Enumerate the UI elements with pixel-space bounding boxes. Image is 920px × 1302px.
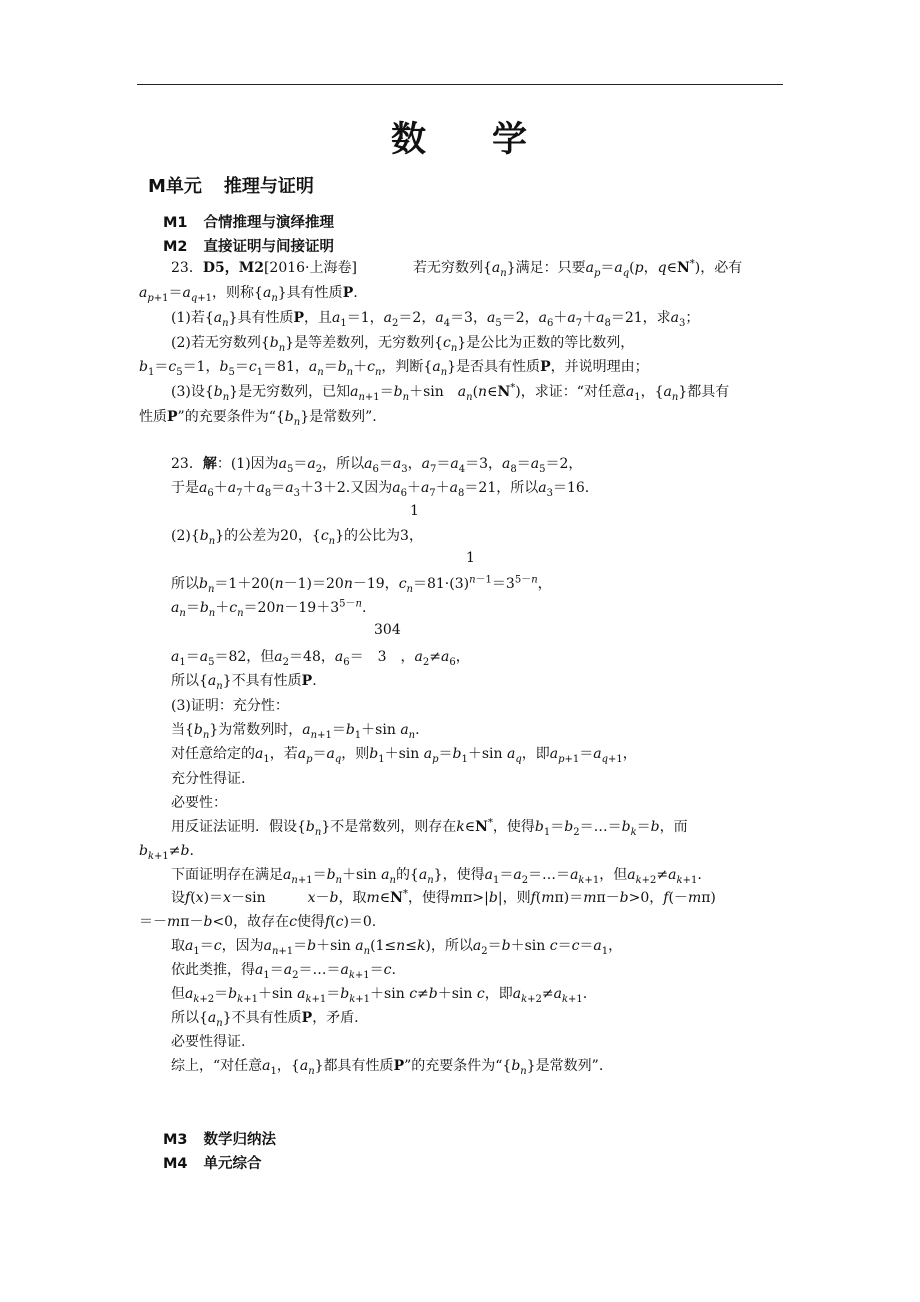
fraction-numerator: 304: [374, 622, 401, 638]
problem-line-2: $a_{p+1}=a_{q+1}$，则称$\{a_n\}$具有性质P.: [139, 285, 358, 304]
solution-line: $(2)\{b_n\}$的公差为20，$\{c_n\}$的公比为3，: [171, 528, 423, 547]
section-name: 单元综合: [203, 1156, 262, 1172]
solution-line: 必要性得证.: [171, 1034, 246, 1050]
solution-line: (3)证明：充分性：: [171, 698, 289, 714]
solution-line: 所以$\{a_n\}$不具有性质P.: [171, 673, 317, 692]
problem-part-2b: $b_1=c_5=1$，$b_5=c_1=81$，$a_n=b_n+c_n$，判断$\{a_n\}$是否具有性质P，并说明理由；: [139, 359, 649, 378]
section-m3: [163, 1128, 276, 1149]
problem-part-3b: 性质P”的充要条件为“$\{b_n\}$是常数列”.: [139, 409, 377, 428]
fraction-one-third-2: [466, 550, 475, 566]
section-name: 合情推理与演绎推理: [203, 215, 335, 231]
problem-source: [2016·上海卷]: [263, 260, 357, 276]
section-name: 数学归纳法: [203, 1132, 277, 1148]
section-m4: [163, 1152, 262, 1173]
problem-number: 23．: [171, 260, 203, 276]
title-char-2: 学: [492, 120, 530, 160]
solution-line: 用反证法证明．假设$\{b_n\}$不是常数列，则存在k∈N*，使得$b_1=b_2=\dots=b_k=b$，而: [171, 817, 688, 838]
problem-part-3a: (3)设$\{b_n\}$是无穷数列，已知$a_{n+1}=b_n+\sin$ $a_n(n\in N^*)$，求证：“对任意$a_1$，$\{a_n\}$都具有: [171, 382, 730, 403]
problem-part-2a: (2)若无穷数列$\{b_n\}$是等差数列，无穷数列$\{c_n\}$是公比为正数的等比数列，: [171, 335, 635, 354]
solution-line: 下面证明存在满足$a_{n+1}=b_n+\sin$ $a_n$的$\{a_n\}$，使得$a_1=a_2=\dots=a_{k+1}$，但$a_{k+2}\ne a_{k+1}$.: [171, 867, 702, 886]
solution-line: 综上，“对任意$a_1$，$\{a_n\}$都具有性质P”的充要条件为“$\{b_n\}$是常数列”.: [171, 1058, 604, 1077]
section-code: M4: [163, 1156, 188, 1172]
solution-line: 但$a_{k+2}=b_{k+1}+\sin$ $a_{k+1}=b_{k+1}+\sin$ c≠b＋sin c，即$a_{k+2}\ne a_{k+1}$.: [171, 986, 588, 1005]
title-char-1: 数: [390, 120, 428, 160]
fraction-numerator: 1: [466, 550, 475, 566]
solution-line: 对任意给定的$a_1$，若$a_p=a_q$，则$b_1+\sin$ $a_p=b_1+\sin$ $a_q$，即$a_{p+1}=a_{q+1}$，: [171, 746, 637, 765]
solution-line: 充分性得证.: [171, 771, 246, 787]
solution-line: 23．解：(1)因为$a_5=a_2$，所以$a_6=a_3$，$a_7=a_4=3$，$a_8=a_5=2$，: [171, 456, 583, 475]
unit-name: 推理与证明: [223, 176, 314, 197]
solution-line: 所以$b_n=1+20(n-1)=20n-19$，$c_n=81\cdot(3)^{n-1}=3^{5-n}$，: [171, 574, 552, 595]
solution-line: $a_n=b_n+c_n=20n-19+3^{5-n}$.: [171, 598, 367, 619]
solution-line: $a_1=a_5=82$，但$a_2=48$，$a_6=$ 3 ，$a_2\ne a_6$，: [171, 649, 470, 668]
section-m1: [163, 211, 334, 232]
solution-line: 当$\{b_n\}$为常数列时，$a_{n+1}=b_1+\sin$ $a_n$.: [171, 722, 420, 741]
solution-line: 依此类推，得$a_1=a_2=\dots=a_{k+1}=c$.: [171, 962, 396, 981]
solution-line: 所以$\{a_n\}$不具有性质P，矛盾.: [171, 1010, 359, 1029]
solution-line: 于是$a_6+a_7+a_8=a_3+3+2$.又因为$a_6+a_7+a_8=21$，所以$a_3=16$.: [171, 480, 590, 499]
unit-code: M单元: [148, 176, 202, 197]
solution-line: 取$a_1=c$，因为$a_{n+1}=b+\sin$ $a_n(1\le n\le k)$，所以$a_2=b+\sin$ $c=c=a_1$，: [171, 938, 623, 957]
solution-line: ＝－mπ－b<0，故存在c使得f(c)＝0.: [139, 914, 377, 930]
section-code: M1: [163, 215, 188, 231]
fraction-denominator: 3: [400, 528, 409, 544]
fraction-denominator: 3: [377, 649, 387, 665]
section-code: M2: [163, 239, 188, 255]
problem-line-1: 23．D5，M2[2016·上海卷] 若无穷数列$\{a_n\}$满足：只要$a_p=a_q(p$，q∈N*)，必有: [171, 258, 743, 279]
solution-line: $b_{k+1}\ne b$.: [139, 843, 194, 862]
page-title: [0, 112, 920, 162]
section-m2: [163, 235, 334, 256]
solution-line: 必要性：: [171, 795, 227, 811]
fraction-numerator: 1: [410, 503, 419, 519]
solution-line: 设f(x)＝x－sin x－b，取m∈N*，使得mπ>|b|，则f(mπ)＝mπ－b>0，f(－mπ): [171, 888, 716, 906]
problem-tags: D5，M2: [202, 260, 264, 276]
unit-heading: [148, 172, 314, 198]
top-rule: [137, 84, 783, 85]
fraction-304-3: [374, 622, 401, 638]
section-code: M3: [163, 1132, 188, 1148]
section-name: 直接证明与间接证明: [203, 239, 335, 255]
fraction-one-third: [410, 503, 419, 519]
problem-part-1: (1)若$\{a_n\}$具有性质P，且$a_1=1$，$a_2=2$，$a_4=3$，$a_5=2$，$a_6+a_7+a_8=21$，求$a_3$；: [171, 310, 700, 329]
